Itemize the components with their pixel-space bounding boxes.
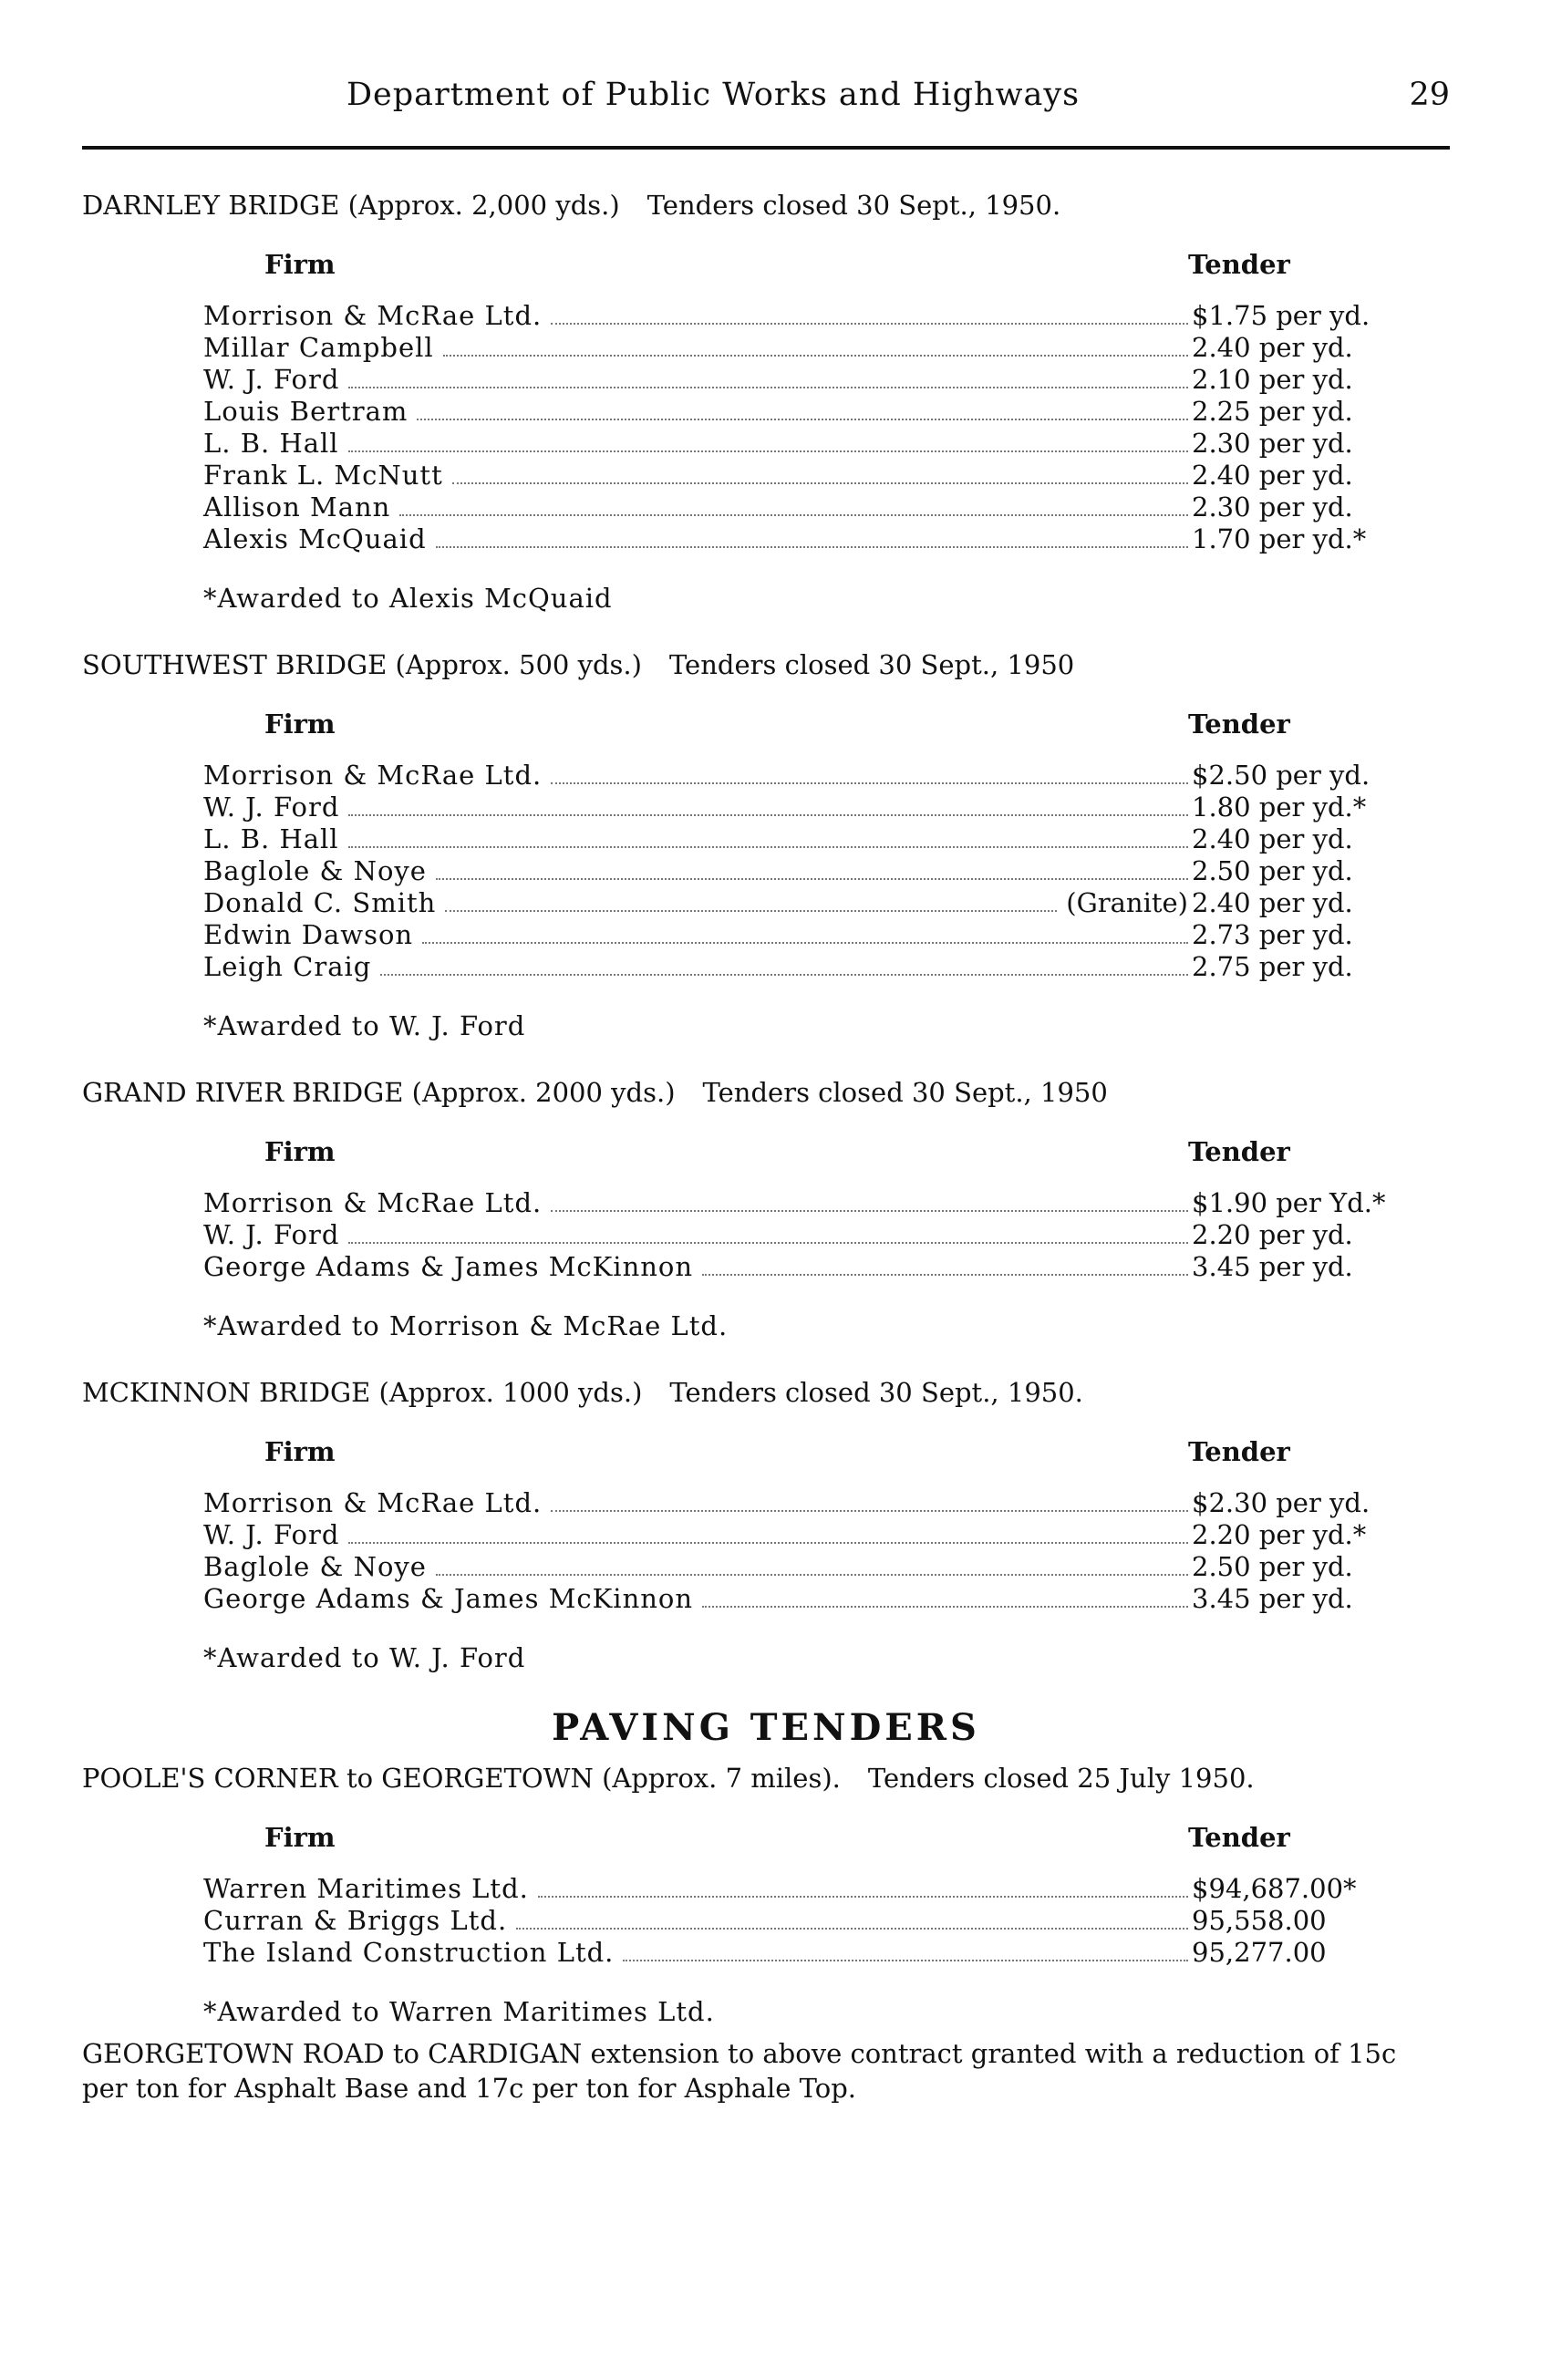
dot-leader (348, 1242, 1188, 1244)
table-header (82, 236, 1450, 300)
dot-leader (551, 782, 1188, 784)
firm-name: Morrison & McRae Ltd. (203, 760, 543, 791)
firm-cell (203, 1937, 1188, 1968)
firm-name: Donald C. Smith (203, 887, 437, 918)
firm-name: Frank L. McNutt (203, 460, 443, 491)
tender-rows (82, 760, 1450, 983)
firm-cell (203, 460, 1188, 491)
tender-rows (82, 1187, 1450, 1283)
table-row (82, 1937, 1450, 1969)
running-title: Department of Public Works and Highways (346, 77, 1081, 113)
table-row (82, 1251, 1450, 1283)
table-header (82, 696, 1450, 760)
firm-cell (203, 1519, 1188, 1550)
firm-cell (203, 396, 1188, 427)
dot-leader (348, 846, 1188, 848)
section-name: GRAND RIVER BRIDGE (Approx. 2000 yds.) (82, 1077, 676, 1108)
tender-rows (82, 300, 1450, 555)
dot-leader (348, 387, 1188, 388)
tender-amount: 2.40 per yd. (1192, 887, 1353, 918)
bridge-section (82, 647, 1450, 1041)
table-row (82, 951, 1450, 983)
bridge-tender-sections (82, 187, 1450, 1673)
tender-amount: 2.75 per yd. (1192, 951, 1353, 982)
dot-leader (348, 1542, 1188, 1544)
table-row (82, 919, 1450, 951)
section-title (82, 1374, 1450, 1411)
section-name: POOLE'S CORNER to GEORGETOWN (Approx. 7 miles). (82, 1763, 841, 1794)
bridge-section (82, 1074, 1450, 1341)
section-title (82, 1074, 1450, 1111)
firm-name: Baglole & Noye (203, 1551, 427, 1582)
dot-leader (436, 1574, 1188, 1576)
firm-cell (203, 1583, 1188, 1614)
tender-amount: 95,558.00 (1192, 1905, 1327, 1936)
firm-cell (203, 1873, 1188, 1904)
table-row (82, 823, 1450, 855)
firm-cell (203, 300, 1188, 331)
table-row (82, 396, 1450, 428)
firm-cell (203, 332, 1188, 363)
firm-note: (Granite) (1066, 887, 1188, 918)
dot-leader (702, 1274, 1188, 1276)
section-name: DARNLEY BRIDGE (Approx. 2,000 yds.) (82, 190, 620, 221)
table-row (82, 1583, 1450, 1615)
tender-amount: $2.30 per yd. (1192, 1487, 1370, 1518)
firm-name: W. J. Ford (203, 364, 340, 395)
award-footnote: *Awarded to Alexis McQuaid (203, 583, 613, 614)
dot-leader (702, 1606, 1188, 1608)
tender-column-header: Tender (1188, 709, 1290, 740)
tender-amount: $1.90 per Yd.* (1192, 1187, 1386, 1218)
dot-leader (452, 482, 1188, 484)
extension-paragraph: GEORGETOWN ROAD to CARDIGAN extension to above contract granted with a reduction of 15c per ton for Asphalt Base and 17c per ton for Asphale Top. (82, 2038, 1397, 2104)
dot-leader (399, 514, 1188, 516)
award-footnote: *Awarded to W. J. Ford (203, 1642, 526, 1673)
tenders-closed: Tenders closed 25 July 1950. (867, 1763, 1255, 1794)
firm-cell (203, 1551, 1188, 1582)
tenders-closed: Tenders closed 30 Sept., 1950. (646, 190, 1061, 221)
firm-column-header: Firm (264, 1136, 336, 1167)
firm-name: Morrison & McRae Ltd. (203, 1187, 543, 1218)
table-row (82, 523, 1450, 555)
firm-name: Curran & Briggs Ltd. (203, 1905, 508, 1936)
firm-name: Baglole & Noye (203, 855, 427, 886)
section-title (82, 1760, 1450, 1796)
firm-name: W. J. Ford (203, 1219, 340, 1250)
tender-amount: $2.50 per yd. (1192, 760, 1370, 791)
tender-column-header: Tender (1188, 1822, 1290, 1853)
tender-rows (82, 1873, 1450, 1969)
tender-amount: 2.40 per yd. (1192, 460, 1353, 491)
tender-amount: 1.80 per yd.* (1192, 792, 1367, 823)
firm-cell (203, 919, 1188, 950)
dot-leader (348, 814, 1188, 816)
firm-cell (203, 951, 1188, 982)
tender-amount: 2.40 per yd. (1192, 823, 1353, 854)
table-row (82, 1873, 1450, 1905)
firm-cell (203, 1251, 1188, 1282)
table-row (82, 364, 1450, 396)
page-header (82, 77, 1450, 131)
firm-cell (203, 855, 1188, 886)
firm-cell (203, 760, 1188, 791)
table-row (82, 855, 1450, 887)
firm-column-header: Firm (264, 1436, 336, 1467)
award-footnote: *Awarded to Warren Maritimes Ltd. (203, 1996, 715, 2027)
firm-name: L. B. Hall (203, 823, 339, 854)
tender-amount: 2.73 per yd. (1192, 919, 1353, 950)
firm-cell (203, 523, 1188, 554)
tender-amount: 2.10 per yd. (1192, 364, 1353, 395)
table-header (82, 1123, 1450, 1187)
section-title (82, 187, 1450, 223)
dot-leader (380, 974, 1188, 976)
firm-name: The Island Construction Ltd. (203, 1937, 615, 1968)
firm-column-header: Firm (264, 1822, 336, 1853)
table-row (82, 1905, 1450, 1937)
firm-name: L. B. Hall (203, 428, 339, 459)
firm-cell (203, 1219, 1188, 1250)
firm-name: Morrison & McRae Ltd. (203, 1487, 543, 1518)
dot-leader (417, 419, 1188, 420)
firm-name: Edwin Dawson (203, 919, 414, 950)
firm-name: Leigh Craig (203, 951, 372, 982)
dot-leader (445, 910, 1057, 912)
dot-leader (623, 1960, 1188, 1961)
tender-column-header: Tender (1188, 1136, 1290, 1167)
firm-name: George Adams & James McKinnon (203, 1251, 694, 1282)
bridge-section (82, 187, 1450, 614)
tender-column-header: Tender (1188, 1436, 1290, 1467)
firm-cell (203, 1187, 1188, 1218)
table-row (82, 887, 1450, 919)
firm-column-header: Firm (264, 709, 336, 740)
firm-cell (203, 364, 1188, 395)
bridge-section (82, 1374, 1450, 1673)
dot-leader (551, 1510, 1188, 1512)
award-footnote: *Awarded to Morrison & McRae Ltd. (203, 1310, 729, 1341)
section-title (82, 647, 1450, 683)
award-footnote: *Awarded to W. J. Ford (203, 1010, 526, 1041)
tender-amount: 2.20 per yd.* (1192, 1519, 1367, 1550)
table-row (82, 332, 1450, 364)
paving-section (82, 1706, 1450, 2106)
tenders-closed: Tenders closed 30 Sept., 1950 (668, 649, 1075, 680)
tenders-closed: Tenders closed 30 Sept., 1950 (702, 1077, 1108, 1108)
firm-name: Allison Mann (203, 492, 391, 523)
dot-leader (443, 355, 1188, 357)
firm-cell (203, 1487, 1188, 1518)
tender-amount: 2.50 per yd. (1192, 855, 1353, 886)
table-row (82, 1519, 1450, 1551)
tender-amount: 2.40 per yd. (1192, 332, 1353, 363)
firm-cell (203, 792, 1188, 823)
dot-leader (516, 1928, 1188, 1930)
firm-name: Louis Bertram (203, 396, 409, 427)
firm-cell (203, 492, 1188, 523)
tender-amount: $1.75 per yd. (1192, 300, 1370, 331)
dot-leader (436, 878, 1188, 880)
firm-name: George Adams & James McKinnon (203, 1583, 694, 1614)
tender-amount: 2.30 per yd. (1192, 428, 1353, 459)
dot-leader (436, 546, 1188, 548)
tender-rows (82, 1487, 1450, 1615)
firm-column-header: Firm (264, 249, 336, 280)
tender-amount: 3.45 per yd. (1192, 1251, 1353, 1282)
document-body (82, 187, 1450, 2138)
table-header (82, 1809, 1450, 1873)
tender-amount: 2.30 per yd. (1192, 492, 1353, 523)
table-row (82, 1551, 1450, 1583)
tender-amount: 95,277.00 (1192, 1937, 1327, 1968)
table-header (82, 1423, 1450, 1487)
table-row (82, 760, 1450, 792)
tender-amount: 3.45 per yd. (1192, 1583, 1353, 1614)
tender-amount: 2.50 per yd. (1192, 1551, 1353, 1582)
firm-name: W. J. Ford (203, 1519, 340, 1550)
table-row (82, 300, 1450, 332)
header-rule (82, 146, 1450, 150)
dot-leader (348, 450, 1188, 452)
firm-cell (203, 887, 1188, 918)
tender-amount: $94,687.00* (1192, 1873, 1357, 1904)
table-row (82, 428, 1450, 460)
section-name: MCKINNON BRIDGE (Approx. 1000 yds.) (82, 1377, 643, 1408)
dot-leader (422, 942, 1188, 944)
tender-column-header: Tender (1188, 249, 1290, 280)
table-row (82, 1219, 1450, 1251)
firm-name: Morrison & McRae Ltd. (203, 300, 543, 331)
dot-leader (551, 1210, 1188, 1212)
firm-name: Millar Campbell (203, 332, 434, 363)
firm-name: Alexis McQuaid (203, 523, 427, 554)
page-number: 29 (1409, 77, 1450, 113)
tender-amount: 2.25 per yd. (1192, 396, 1353, 427)
firm-name: W. J. Ford (203, 792, 340, 823)
firm-cell (203, 1905, 1188, 1936)
table-row (82, 460, 1450, 492)
firm-cell (203, 428, 1188, 459)
table-row (82, 492, 1450, 523)
firm-cell (203, 823, 1188, 854)
paving-heading: PAVING TENDERS (552, 1706, 980, 1749)
table-row (82, 1487, 1450, 1519)
tenders-closed: Tenders closed 30 Sept., 1950. (669, 1377, 1083, 1408)
table-row (82, 1187, 1450, 1219)
firm-name: Warren Maritimes Ltd. (203, 1873, 529, 1904)
section-name: SOUTHWEST BRIDGE (Approx. 500 yds.) (82, 649, 642, 680)
tender-amount: 2.20 per yd. (1192, 1219, 1353, 1250)
tender-amount: 1.70 per yd.* (1192, 523, 1367, 554)
dot-leader (538, 1896, 1188, 1898)
table-row (82, 792, 1450, 823)
dot-leader (551, 323, 1188, 325)
